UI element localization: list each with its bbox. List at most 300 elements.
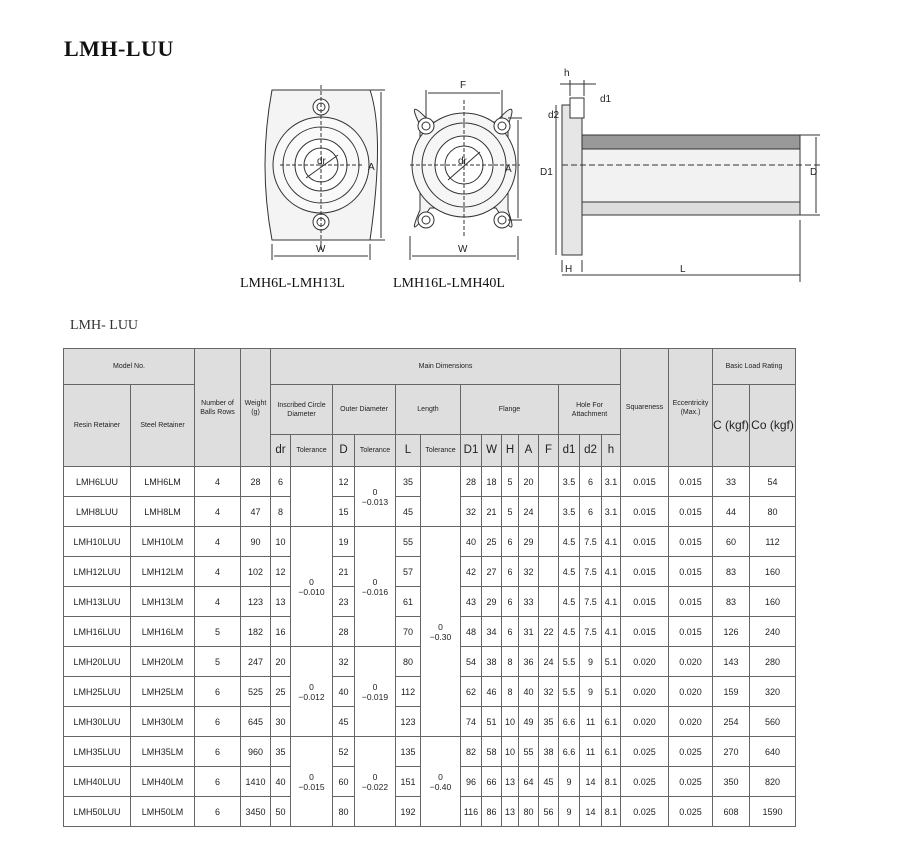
cell-H: 6 <box>502 587 519 617</box>
cell-F <box>539 557 559 587</box>
cell-D1: 28 <box>461 467 482 497</box>
label-A-2: A <box>505 164 512 175</box>
cell-eccentricity: 0.015 <box>669 527 713 557</box>
cell-dr: 25 <box>271 677 291 707</box>
cell-co: 240 <box>750 617 796 647</box>
cell-d1: 9 <box>559 797 580 827</box>
cell-resin-retainer: LMH40LUU <box>64 767 131 797</box>
cell-balls-rows: 5 <box>195 617 241 647</box>
dr-tolerance-cell <box>291 467 333 527</box>
cell-steel-retainer: LMH6LM <box>131 467 195 497</box>
tolerance-upper: 0 <box>438 621 443 632</box>
cell-weight: 90 <box>241 527 271 557</box>
cell-A: 49 <box>519 707 539 737</box>
cell-squareness: 0.025 <box>621 767 669 797</box>
cell-resin-retainer: LMH6LUU <box>64 467 131 497</box>
cell-squareness: 0.020 <box>621 647 669 677</box>
cell-weight: 645 <box>241 707 271 737</box>
tolerance-upper: 0 <box>309 681 314 692</box>
cell-resin-retainer: LMH30LUU <box>64 707 131 737</box>
header-c: C (kgf) <box>713 385 750 467</box>
cell-weight: 123 <box>241 587 271 617</box>
cell-c: 608 <box>713 797 750 827</box>
header-A: A <box>519 435 539 467</box>
cell-H: 10 <box>502 737 519 767</box>
cell-c: 33 <box>713 467 750 497</box>
dr-tolerance-cell <box>291 737 333 827</box>
cell-squareness: 0.015 <box>621 467 669 497</box>
cell-W: 46 <box>482 677 502 707</box>
header-dr: dr <box>271 435 291 467</box>
cell-balls-rows: 6 <box>195 707 241 737</box>
header-d2: d2 <box>580 435 602 467</box>
cell-A: 31 <box>519 617 539 647</box>
cell-A: 55 <box>519 737 539 767</box>
header-L: L <box>396 435 421 467</box>
cell-d1: 4.5 <box>559 587 580 617</box>
cell-L: 112 <box>396 677 421 707</box>
cell-co: 320 <box>750 677 796 707</box>
cell-D: 19 <box>333 527 355 557</box>
cell-H: 5 <box>502 497 519 527</box>
tolerance-lower: −0.012 <box>298 691 325 702</box>
header-D1: D1 <box>461 435 482 467</box>
cell-L: 55 <box>396 527 421 557</box>
cell-D: 32 <box>333 647 355 677</box>
cell-c: 83 <box>713 587 750 617</box>
cell-dr: 12 <box>271 557 291 587</box>
header-steel-retainer: Steel Retainer <box>131 385 195 467</box>
cell-eccentricity: 0.015 <box>669 587 713 617</box>
cell-resin-retainer: LMH35LUU <box>64 737 131 767</box>
cell-dr: 40 <box>271 767 291 797</box>
cell-balls-rows: 4 <box>195 557 241 587</box>
cell-eccentricity: 0.025 <box>669 737 713 767</box>
cell-squareness: 0.015 <box>621 497 669 527</box>
cell-d2: 7.5 <box>580 617 602 647</box>
cell-F <box>539 587 559 617</box>
cell-A: 29 <box>519 527 539 557</box>
cell-dr: 16 <box>271 617 291 647</box>
cell-h: 3.1 <box>602 497 621 527</box>
cell-h: 6.1 <box>602 707 621 737</box>
header-co: Co (kgf) <box>750 385 796 467</box>
cell-squareness: 0.015 <box>621 527 669 557</box>
cell-c: 60 <box>713 527 750 557</box>
cell-d1: 6.6 <box>559 737 580 767</box>
cell-D1: 62 <box>461 677 482 707</box>
cell-D: 60 <box>333 767 355 797</box>
cell-W: 21 <box>482 497 502 527</box>
label-A: A <box>368 162 375 173</box>
cell-L: 61 <box>396 587 421 617</box>
cell-resin-retainer: LMH13LUU <box>64 587 131 617</box>
table-body <box>64 467 796 827</box>
cell-A: 40 <box>519 677 539 707</box>
header-weight: Weight (g) <box>241 349 271 467</box>
cell-steel-retainer: LMH20LM <box>131 647 195 677</box>
cell-W: 34 <box>482 617 502 647</box>
cell-steel-retainer: LMH13LM <box>131 587 195 617</box>
cell-balls-rows: 4 <box>195 497 241 527</box>
cell-co: 640 <box>750 737 796 767</box>
cell-h: 6.1 <box>602 737 621 767</box>
cell-balls-rows: 6 <box>195 737 241 767</box>
cell-d2: 6 <box>580 497 602 527</box>
cell-W: 27 <box>482 557 502 587</box>
tolerance-lower: −0.40 <box>429 781 452 792</box>
cell-L: 45 <box>396 497 421 527</box>
header-dr-tolerance: Tolerance <box>291 435 333 467</box>
cell-squareness: 0.015 <box>621 617 669 647</box>
cell-d1: 3.5 <box>559 467 580 497</box>
technical-drawings <box>220 60 840 300</box>
cell-co: 560 <box>750 707 796 737</box>
header-D: D <box>333 435 355 467</box>
cell-d2: 7.5 <box>580 557 602 587</box>
cell-F: 24 <box>539 647 559 677</box>
header-hole: Hole For Attachment <box>559 385 621 435</box>
cell-A: 36 <box>519 647 539 677</box>
table-row <box>64 467 796 497</box>
label-L: L <box>680 264 686 275</box>
cell-squareness: 0.015 <box>621 557 669 587</box>
cell-A: 33 <box>519 587 539 617</box>
cell-eccentricity: 0.025 <box>669 797 713 827</box>
tolerance-upper: 0 <box>309 771 314 782</box>
cell-D: 45 <box>333 707 355 737</box>
cell-d2: 7.5 <box>580 527 602 557</box>
cell-D: 52 <box>333 737 355 767</box>
cell-D1: 48 <box>461 617 482 647</box>
cell-D1: 96 <box>461 767 482 797</box>
header-outer: Outer Diameter <box>333 385 396 435</box>
cell-steel-retainer: LMH12LM <box>131 557 195 587</box>
cell-c: 126 <box>713 617 750 647</box>
cell-H: 6 <box>502 527 519 557</box>
cell-resin-retainer: LMH25LUU <box>64 677 131 707</box>
cell-balls-rows: 4 <box>195 467 241 497</box>
cell-dr: 20 <box>271 647 291 677</box>
header-F: F <box>539 435 559 467</box>
cell-d1: 4.5 <box>559 617 580 647</box>
cell-c: 83 <box>713 557 750 587</box>
cell-W: 25 <box>482 527 502 557</box>
D-tolerance-cell <box>355 647 396 737</box>
cell-F <box>539 497 559 527</box>
cell-h: 8.1 <box>602 797 621 827</box>
cell-resin-retainer: LMH10LUU <box>64 527 131 557</box>
cell-h: 4.1 <box>602 557 621 587</box>
cell-resin-retainer: LMH20LUU <box>64 647 131 677</box>
cell-H: 10 <box>502 707 519 737</box>
header-length: Length <box>396 385 461 435</box>
cell-H: 6 <box>502 557 519 587</box>
cell-W: 18 <box>482 467 502 497</box>
cell-D1: 82 <box>461 737 482 767</box>
cell-L: 135 <box>396 737 421 767</box>
cell-D: 80 <box>333 797 355 827</box>
tolerance-lower: −0.022 <box>361 781 389 792</box>
cell-squareness: 0.015 <box>621 587 669 617</box>
cell-eccentricity: 0.015 <box>669 557 713 587</box>
cell-H: 6 <box>502 617 519 647</box>
cell-balls-rows: 6 <box>195 797 241 827</box>
L-tolerance-cell <box>421 737 461 827</box>
cell-F <box>539 467 559 497</box>
cell-F: 56 <box>539 797 559 827</box>
cell-co: 160 <box>750 587 796 617</box>
cell-eccentricity: 0.015 <box>669 497 713 527</box>
cell-h: 3.1 <box>602 467 621 497</box>
cell-c: 270 <box>713 737 750 767</box>
table-title: LMH- LUU <box>70 318 139 333</box>
cell-steel-retainer: LMH10LM <box>131 527 195 557</box>
cell-eccentricity: 0.015 <box>669 617 713 647</box>
header-main-dimensions: Main Dimensions <box>271 349 621 385</box>
cell-steel-retainer: LMH35LM <box>131 737 195 767</box>
cell-h: 4.1 <box>602 527 621 557</box>
header-balls-rows: Number of Balls Rows <box>195 349 241 467</box>
cell-d2: 14 <box>580 767 602 797</box>
label-D1: D1 <box>540 167 553 178</box>
cell-balls-rows: 6 <box>195 677 241 707</box>
tolerance-lower: −0.016 <box>361 586 389 597</box>
cell-d1: 9 <box>559 767 580 797</box>
cell-d2: 9 <box>580 647 602 677</box>
header-basic-load: Basic Load Rating <box>713 349 796 385</box>
L-tolerance-cell <box>421 527 461 737</box>
label-F: F <box>460 80 467 91</box>
tolerance-upper: 0 <box>372 771 378 782</box>
cell-squareness: 0.020 <box>621 677 669 707</box>
header-H: H <box>502 435 519 467</box>
table-row <box>64 737 796 767</box>
front-view-large <box>410 80 522 260</box>
cell-D1: 42 <box>461 557 482 587</box>
cell-steel-retainer: LMH16LM <box>131 617 195 647</box>
cell-H: 13 <box>502 767 519 797</box>
cell-dr: 8 <box>271 497 291 527</box>
label-W-2: W <box>458 244 468 255</box>
dr-tolerance-cell <box>291 527 333 647</box>
cell-co: 54 <box>750 467 796 497</box>
label-dr-2: dr <box>458 156 467 167</box>
side-section-view <box>540 68 820 282</box>
header-D-tolerance: Tolerance <box>355 435 396 467</box>
header-h: h <box>602 435 621 467</box>
cell-eccentricity: 0.025 <box>669 767 713 797</box>
cell-h: 4.1 <box>602 587 621 617</box>
header-eccentricity: Eccentricity (Max.) <box>669 349 713 467</box>
page-title: LMH-LUU <box>64 36 174 61</box>
cell-W: 66 <box>482 767 502 797</box>
cell-d2: 6 <box>580 467 602 497</box>
cell-c: 143 <box>713 647 750 677</box>
cell-eccentricity: 0.015 <box>669 467 713 497</box>
cell-F: 38 <box>539 737 559 767</box>
cell-A: 64 <box>519 767 539 797</box>
cell-dr: 35 <box>271 737 291 767</box>
cell-F: 32 <box>539 677 559 707</box>
cell-resin-retainer: LMH16LUU <box>64 617 131 647</box>
cell-d1: 4.5 <box>559 557 580 587</box>
cell-weight: 247 <box>241 647 271 677</box>
cell-steel-retainer: LMH8LM <box>131 497 195 527</box>
header-d1: d1 <box>559 435 580 467</box>
cell-eccentricity: 0.020 <box>669 707 713 737</box>
cell-D: 12 <box>333 467 355 497</box>
cell-F <box>539 527 559 557</box>
label-dr: dr <box>317 156 326 167</box>
cell-d1: 4.5 <box>559 527 580 557</box>
front-view-small <box>265 85 385 260</box>
header-W: W <box>482 435 502 467</box>
label-W: W <box>316 244 326 255</box>
cell-co: 80 <box>750 497 796 527</box>
label-d1: d1 <box>600 94 612 105</box>
cell-balls-rows: 5 <box>195 647 241 677</box>
cell-L: 151 <box>396 767 421 797</box>
tolerance-lower: −0.010 <box>298 586 325 597</box>
D-tolerance-cell <box>355 467 396 527</box>
cell-dr: 30 <box>271 707 291 737</box>
tolerance-upper: 0 <box>438 771 443 782</box>
cell-d2: 11 <box>580 737 602 767</box>
cell-L: 192 <box>396 797 421 827</box>
cell-d1: 5.5 <box>559 677 580 707</box>
cell-weight: 102 <box>241 557 271 587</box>
label-d2: d2 <box>548 110 560 121</box>
cell-H: 8 <box>502 647 519 677</box>
cell-steel-retainer: LMH30LM <box>131 707 195 737</box>
cell-h: 4.1 <box>602 617 621 647</box>
cell-d2: 14 <box>580 797 602 827</box>
cell-A: 32 <box>519 557 539 587</box>
tolerance-lower: −0.015 <box>298 781 325 792</box>
cell-D: 40 <box>333 677 355 707</box>
cell-D: 21 <box>333 557 355 587</box>
cell-d1: 6.6 <box>559 707 580 737</box>
cell-balls-rows: 4 <box>195 527 241 557</box>
cell-weight: 47 <box>241 497 271 527</box>
cell-D1: 116 <box>461 797 482 827</box>
cell-A: 80 <box>519 797 539 827</box>
cell-balls-rows: 4 <box>195 587 241 617</box>
cell-W: 29 <box>482 587 502 617</box>
cell-c: 159 <box>713 677 750 707</box>
header-L-tolerance: Tolerance <box>421 435 461 467</box>
cell-eccentricity: 0.020 <box>669 647 713 677</box>
tolerance-upper: 0 <box>372 486 378 497</box>
cell-weight: 3450 <box>241 797 271 827</box>
cell-H: 13 <box>502 797 519 827</box>
D-tolerance-cell <box>355 737 396 827</box>
cell-steel-retainer: LMH25LM <box>131 677 195 707</box>
cell-L: 57 <box>396 557 421 587</box>
cell-c: 254 <box>713 707 750 737</box>
cell-d2: 9 <box>580 677 602 707</box>
cell-co: 280 <box>750 647 796 677</box>
cell-eccentricity: 0.020 <box>669 677 713 707</box>
tolerance-lower: −0.30 <box>429 631 452 642</box>
cell-co: 160 <box>750 557 796 587</box>
header-model-no: Model No. <box>64 349 195 385</box>
cell-resin-retainer: LMH50LUU <box>64 797 131 827</box>
cell-D1: 40 <box>461 527 482 557</box>
cell-co: 112 <box>750 527 796 557</box>
tolerance-upper: 0 <box>372 576 378 587</box>
specification-table <box>63 348 796 827</box>
cell-d2: 7.5 <box>580 587 602 617</box>
cell-h: 5.1 <box>602 677 621 707</box>
dr-tolerance-cell <box>291 647 333 737</box>
label-H: H <box>565 264 573 275</box>
cell-W: 86 <box>482 797 502 827</box>
cell-L: 80 <box>396 647 421 677</box>
cell-W: 58 <box>482 737 502 767</box>
header-inscribed: Inscribed Circle Diameter <box>271 385 333 435</box>
cell-dr: 50 <box>271 797 291 827</box>
cell-D1: 32 <box>461 497 482 527</box>
cell-resin-retainer: LMH8LUU <box>64 497 131 527</box>
cell-A: 20 <box>519 467 539 497</box>
cell-squareness: 0.025 <box>621 797 669 827</box>
cell-D: 15 <box>333 497 355 527</box>
cell-D1: 43 <box>461 587 482 617</box>
D-tolerance-cell <box>355 527 396 647</box>
cell-weight: 182 <box>241 617 271 647</box>
cell-L: 70 <box>396 617 421 647</box>
cell-co: 1590 <box>750 797 796 827</box>
cell-H: 5 <box>502 467 519 497</box>
cell-d1: 5.5 <box>559 647 580 677</box>
cell-F: 45 <box>539 767 559 797</box>
cell-squareness: 0.020 <box>621 707 669 737</box>
cell-A: 24 <box>519 497 539 527</box>
cell-d2: 11 <box>580 707 602 737</box>
cell-h: 5.1 <box>602 647 621 677</box>
cell-W: 51 <box>482 707 502 737</box>
cell-dr: 6 <box>271 467 291 497</box>
cell-weight: 525 <box>241 677 271 707</box>
cell-W: 38 <box>482 647 502 677</box>
cell-weight: 28 <box>241 467 271 497</box>
cell-dr: 13 <box>271 587 291 617</box>
cell-L: 123 <box>396 707 421 737</box>
header-flange: Flange <box>461 385 559 435</box>
cell-resin-retainer: LMH12LUU <box>64 557 131 587</box>
header-resin-retainer: Resin Retainer <box>64 385 131 467</box>
tolerance-lower: −0.019 <box>361 691 389 702</box>
cell-D1: 74 <box>461 707 482 737</box>
cell-co: 820 <box>750 767 796 797</box>
cell-F: 22 <box>539 617 559 647</box>
cell-F: 35 <box>539 707 559 737</box>
cell-weight: 960 <box>241 737 271 767</box>
tolerance-lower: −0.013 <box>361 496 389 507</box>
cell-D1: 54 <box>461 647 482 677</box>
cell-d1: 3.5 <box>559 497 580 527</box>
header-squareness: Squareness <box>621 349 669 467</box>
cell-steel-retainer: LMH40LM <box>131 767 195 797</box>
cell-weight: 1410 <box>241 767 271 797</box>
tolerance-upper: 0 <box>372 681 378 692</box>
cell-squareness: 0.025 <box>621 737 669 767</box>
cell-balls-rows: 6 <box>195 767 241 797</box>
cell-c: 44 <box>713 497 750 527</box>
cell-D: 28 <box>333 617 355 647</box>
